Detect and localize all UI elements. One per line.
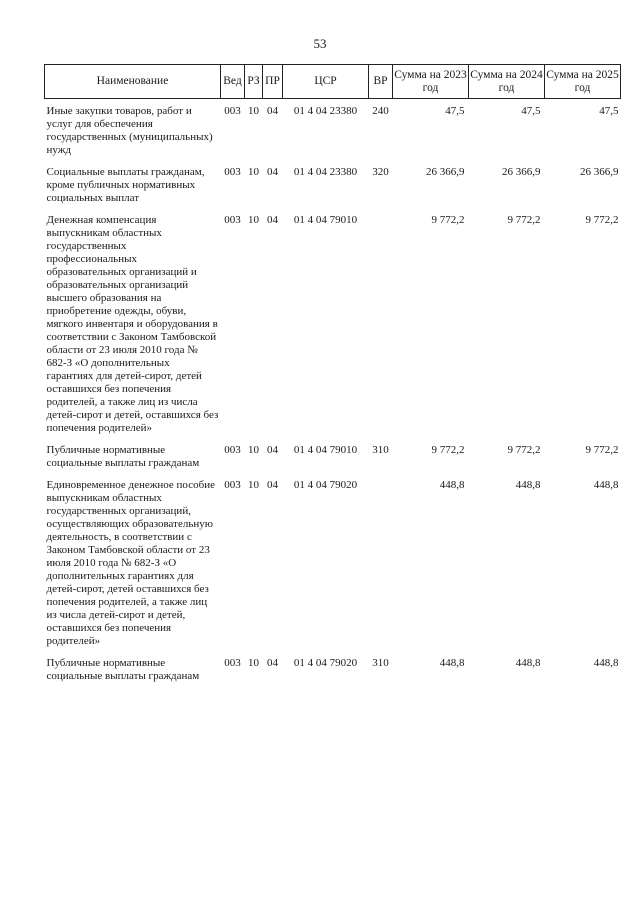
header-rz: РЗ: [245, 65, 263, 99]
row-name: Публичные нормативные социальные выплаты гражданам: [46, 444, 200, 469]
row-sum-2024: 9 772,2: [507, 214, 541, 226]
row-name: Публичные нормативные социальные выплаты гражданам: [46, 657, 200, 682]
row-vr: 240: [372, 105, 389, 117]
header-sum-2023: Сумма на 2023 год: [393, 65, 469, 99]
row-name: Денежная компенсация выпускникам областных государственных профессиональных образовательных организаций и образовательных организаций высшего образования на приобретение одежды, обуви, мягкого инвентаря и оборудования в соответствии с Законом Тамбовской области от 23 июля 2010 года № 682-З «О дополнительных гарантиях для детей-сирот, детей оставшихся без попечения родителей, а также лиц из числа детей-сирот и детей, оставшихся без попечения родителей»: [46, 214, 219, 434]
row-ved: 003: [224, 444, 241, 456]
row-sum-2025: 9 772,2: [585, 444, 619, 456]
row-name: Единовременное денежное пособие выпускникам областных государственных организаций, осуществляющих образовательную деятельность, в соответствии с Законом Тамбовской области от 23 июля 2010 года № 682-З «О дополнительных гарантиях для детей-сирот, детей оставшихся без попечения родителей, а также лиц из числа детей-сирот и детей, оставшихся без попечения родителей»: [46, 479, 215, 647]
row-ved: 003: [224, 214, 241, 226]
row-csr: 01 4 04 23380: [293, 166, 358, 178]
row-csr: 01 4 04 79020: [293, 479, 358, 491]
table-row: [45, 157, 621, 205]
row-csr: 01 4 04 23380: [293, 105, 358, 117]
row-sum-2024: 26 366,9: [502, 166, 541, 178]
header-csr: ЦСР: [283, 65, 369, 99]
row-rz: 10: [248, 657, 259, 669]
row-sum-2025: 448,8: [593, 657, 619, 669]
row-sum-2025: 9 772,2: [585, 214, 619, 226]
row-vr: [369, 470, 393, 648]
row-pr: 04: [267, 657, 278, 669]
table-row: [45, 99, 621, 158]
row-rz: 10: [248, 166, 259, 178]
row-pr: 04: [267, 214, 278, 226]
row-vr: [369, 205, 393, 435]
header-vr: ВР: [369, 65, 393, 99]
row-ved: 003: [224, 657, 241, 669]
row-rz: 10: [248, 479, 259, 491]
table-row: [45, 435, 621, 470]
row-sum-2023: 9 772,2: [431, 214, 465, 226]
row-ved: 003: [224, 166, 241, 178]
row-pr: 04: [267, 479, 278, 491]
row-name: Социальные выплаты гражданам, кроме публичных нормативных социальных выплат: [46, 166, 205, 204]
row-csr: 01 4 04 79020: [293, 657, 358, 669]
row-pr: 04: [267, 444, 278, 456]
budget-table: [44, 64, 621, 683]
row-sum-2023: 448,8: [439, 657, 465, 669]
row-rz: 10: [248, 444, 259, 456]
row-sum-2024: 448,8: [515, 657, 541, 669]
row-rz: 10: [248, 214, 259, 226]
row-csr: 01 4 04 79010: [293, 214, 358, 226]
row-sum-2025: 26 366,9: [580, 166, 619, 178]
table-row: [45, 205, 621, 435]
table-header-row: [45, 65, 621, 99]
row-pr: 04: [267, 105, 278, 117]
header-pr: ПР: [263, 65, 283, 99]
row-name: Иные закупки товаров, работ и услуг для обеспечения государственных (муниципальных) нужд: [46, 105, 213, 156]
row-sum-2025: 448,8: [593, 479, 619, 491]
header-name: Наименование: [45, 65, 221, 99]
row-csr: 01 4 04 79010: [293, 444, 358, 456]
row-ved: 003: [224, 479, 241, 491]
page-number: 53: [313, 36, 327, 51]
row-ved: 003: [224, 105, 241, 117]
row-vr: 320: [372, 166, 389, 178]
row-pr: 04: [267, 166, 278, 178]
header-sum-2024: Сумма на 2024 год: [469, 65, 545, 99]
header-sum-2025: Сумма на 2025 год: [545, 65, 621, 99]
table-row: [45, 470, 621, 648]
row-sum-2023: 9 772,2: [431, 444, 465, 456]
row-rz: 10: [248, 105, 259, 117]
row-sum-2023: 47,5: [445, 105, 465, 117]
row-vr: 310: [372, 444, 389, 456]
header-ved: Вед: [221, 65, 245, 99]
table-row: [45, 648, 621, 683]
row-sum-2023: 448,8: [439, 479, 465, 491]
row-sum-2024: 9 772,2: [507, 444, 541, 456]
row-sum-2025: 47,5: [599, 105, 619, 117]
row-sum-2024: 448,8: [515, 479, 541, 491]
row-vr: 310: [372, 657, 389, 669]
row-sum-2024: 47,5: [521, 105, 541, 117]
row-sum-2023: 26 366,9: [426, 166, 465, 178]
